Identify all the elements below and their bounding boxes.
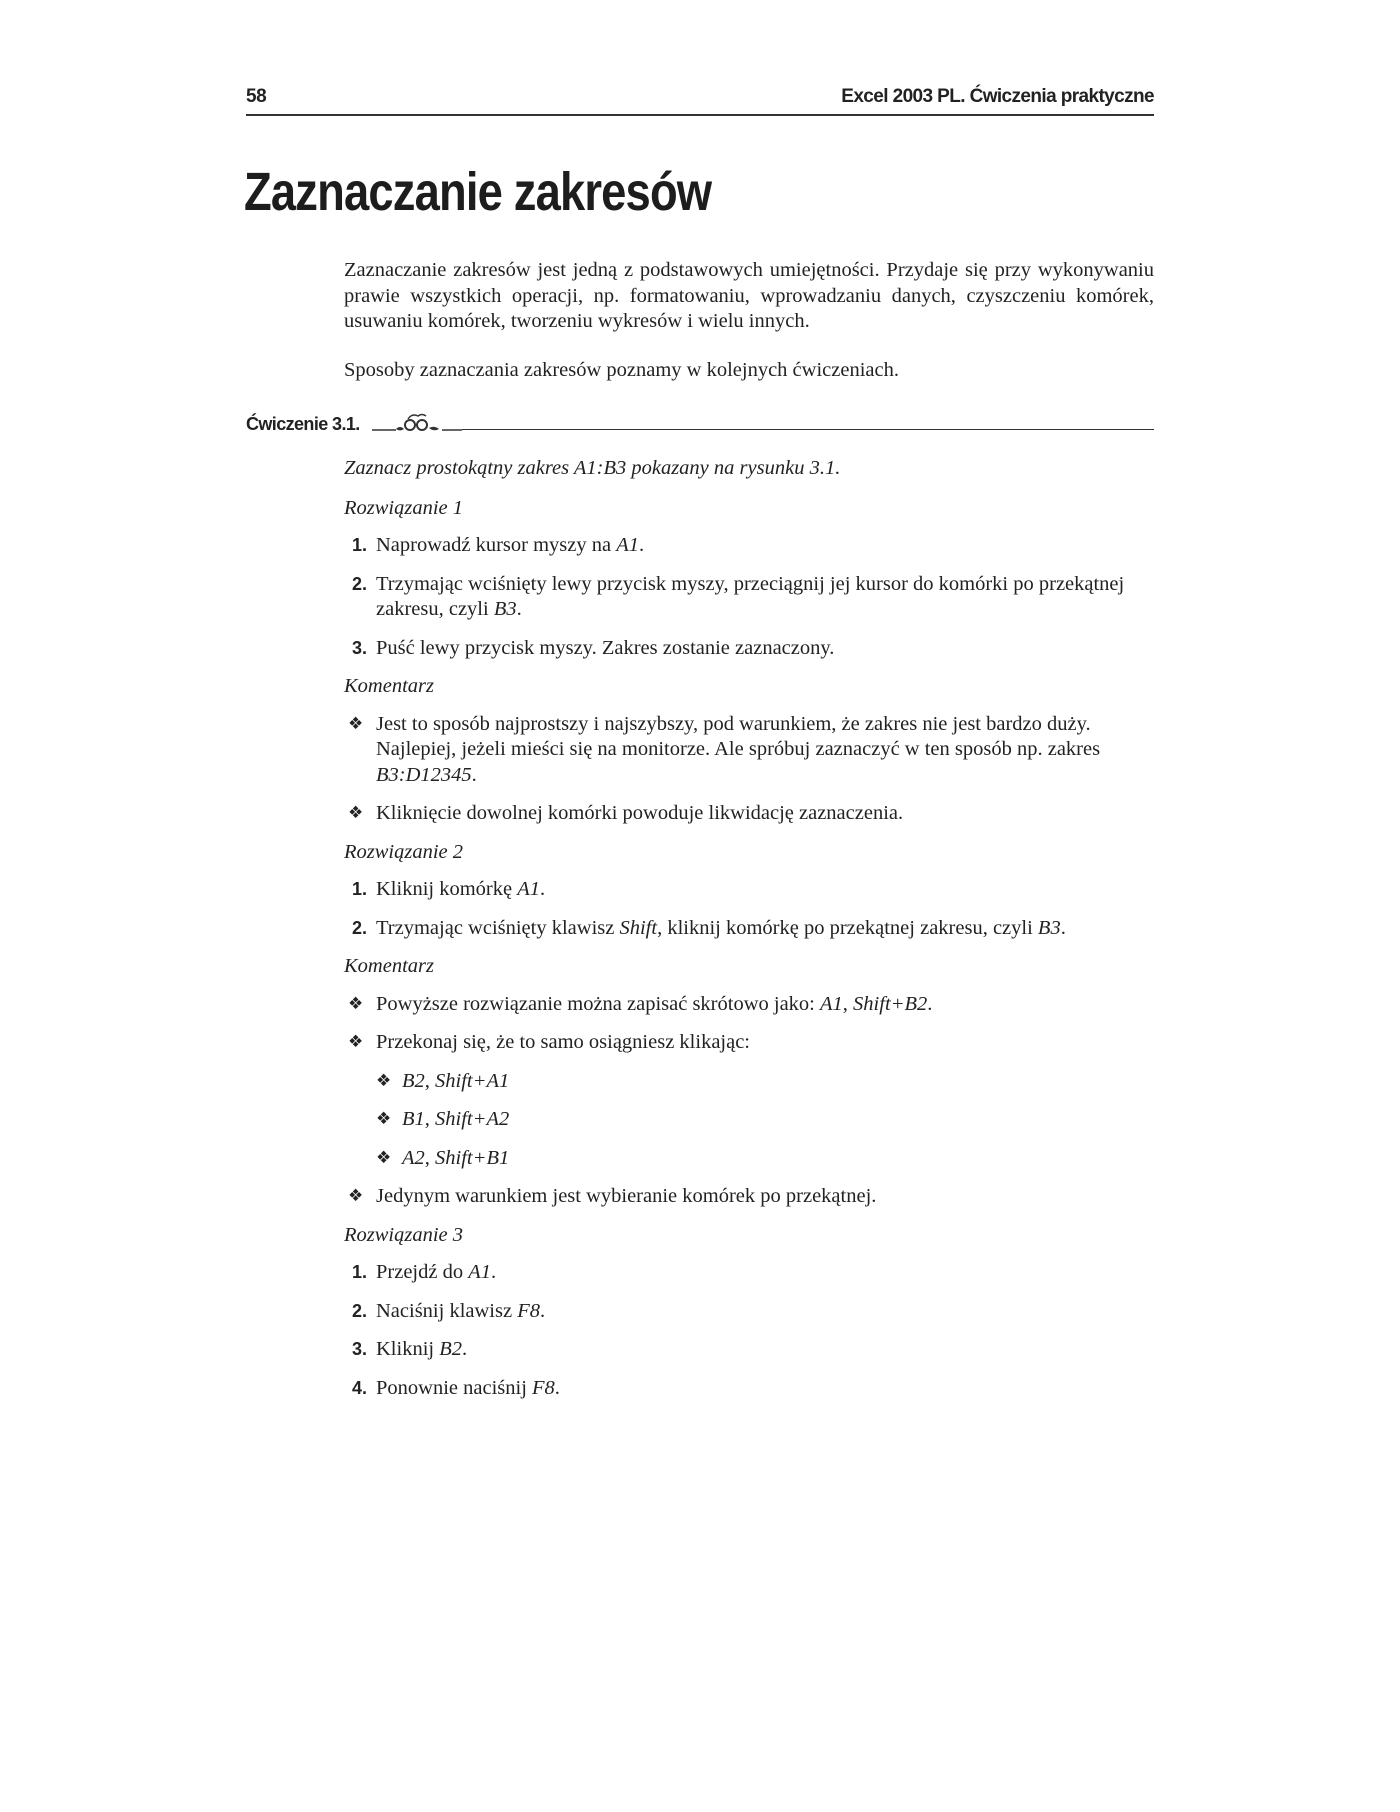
solution-3-heading: Rozwiązanie 3 [344, 1223, 464, 1246]
exercise-label: Ćwiczenie 3.1. [246, 414, 360, 434]
diamond-bullet-icon: ❖ [348, 1032, 364, 1052]
comment-2-heading: Komentarz [344, 955, 434, 977]
list-item: 1. Naprowadź kursor myszy na A1. [352, 534, 645, 556]
list-item: 1. Kliknij komórkę A1. [352, 878, 546, 900]
solution-1-heading: Rozwiązanie 1 [344, 496, 464, 519]
running-header [246, 84, 1154, 116]
diamond-bullet-icon: ❖ [348, 713, 364, 734]
nested-bullets [376, 1069, 1164, 1172]
intro-paragraph: Zaznaczanie zakresów jest jedną z podstawowych umiejętności. Przydaje się przy wykonywaniu prawie wszystkich operacji, np. formatowaniu, wprowadzaniu danych, czyszczeniu komórek, usuwaniu komórek, tworzeniu wykresów i wielu innych. [344, 259, 1154, 332]
list-item: ❖ Kliknięcie dowolnej komórki powoduje likwidację zaznaczenia. [344, 801, 1164, 827]
book-title: Excel 2003 PL. Ćwiczenia praktyczne [841, 86, 1154, 107]
list-item: ❖ B2, Shift+A1 [376, 1069, 1164, 1095]
exercise-header [246, 408, 1154, 438]
list-item: 3. Kliknij B2. [352, 1338, 468, 1360]
diamond-bullet-icon: ❖ [376, 1109, 392, 1129]
diamond-bullet-icon: ❖ [348, 803, 364, 823]
list-item: 3. Puść lewy przycisk myszy. Zakres zostanie zaznaczony. [352, 636, 835, 659]
diamond-bullet-icon: ❖ [376, 1070, 392, 1091]
exercise-task: Zaznacz prostokątny zakres A1:B3 pokazany na rysunku 3.1. [344, 457, 841, 479]
chapter-title: Zaznaczanie zakresów [244, 162, 712, 222]
list-item: ❖ Powyższe rozwiązanie można zapisać skrótowo jako: A1, Shift+B2. [344, 992, 1164, 1018]
list-item: ❖ B1, Shift+A2 [376, 1107, 1164, 1133]
list-item: ❖ Jedynym warunkiem jest wybieranie komórek po przekątnej. [344, 1184, 1164, 1210]
exercise-content [344, 456, 1164, 1414]
list-item: ❖ Jest to sposób najprostszy i najszybszy, pod warunkiem, że zakres nie jest bardzo duży. Najlepiej, jeżeli mieści się na monitorze. Ale spróbuj zaznaczyć w ten sposób np. zakres B3:D12345. [348, 712, 1101, 786]
list-item: 1. Przejdź do A1. [352, 1261, 497, 1283]
comment-1-bullets [344, 712, 1164, 827]
comment-2-bullets [344, 992, 1164, 1210]
list-item: 4. Ponownie naciśnij F8. [352, 1376, 560, 1399]
list-item: 2. Trzymając wciśnięty klawisz Shift, kliknij komórkę po przekątnej zakresu, czyli B3. [352, 916, 1066, 939]
comment-1-heading: Komentarz [344, 675, 434, 697]
diamond-bullet-icon: ❖ [348, 1186, 364, 1206]
exercise-divider [372, 429, 1154, 430]
list-item: ❖ A2, Shift+B1 [376, 1146, 1164, 1172]
list-item: ❖ Przekonaj się, że to samo osiągniesz klikając: ❖ B2, Shift+A1 ❖ B1, Shift+A2 ❖ A2, Shift+B1 [344, 1030, 1164, 1171]
solution-2-steps [344, 877, 1164, 941]
solution-1-steps [344, 533, 1164, 661]
intro-paragraph-2: Sposoby zaznaczania zakresów poznamy w kolejnych ćwiczeniach. [344, 359, 899, 381]
diamond-bullet-icon: ❖ [376, 1147, 392, 1168]
list-item: 2. Trzymając wciśnięty lewy przycisk myszy, przeciągnij jej kursor do komórki po przekątnej zakresu, czyli B3. [352, 572, 1125, 620]
decorative-ornament-icon [372, 410, 462, 438]
solution-2-heading: Rozwiązanie 2 [344, 840, 464, 863]
page-number: 58 [246, 86, 267, 107]
list-item: 2. Naciśnij klawisz F8. [352, 1299, 546, 1322]
solution-3-steps [344, 1260, 1164, 1401]
diamond-bullet-icon: ❖ [348, 993, 364, 1014]
